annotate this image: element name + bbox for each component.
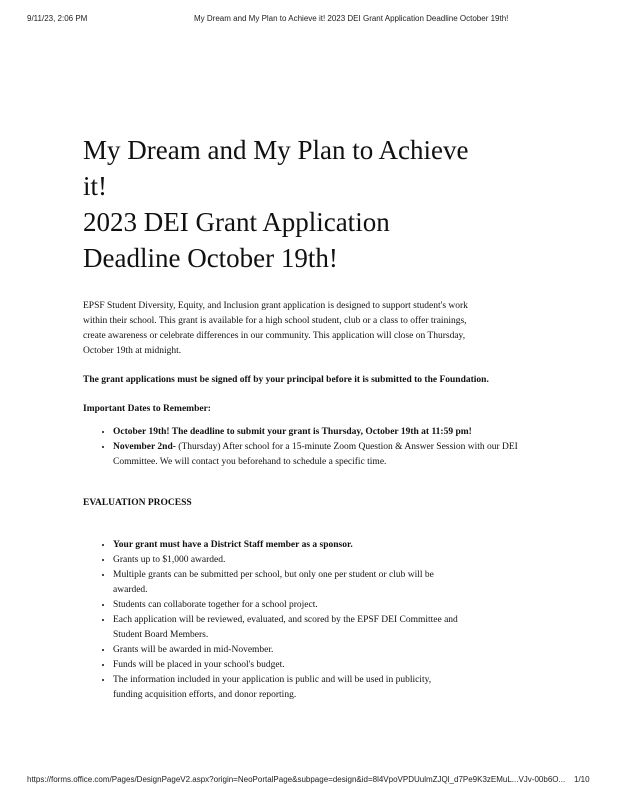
important-dates-heading: Important Dates to Remember:: [83, 404, 211, 414]
print-datetime: 9/11/23, 2:06 PM: [27, 14, 88, 23]
page-number: 1/10: [574, 775, 590, 784]
list-item-text: Each application will be reviewed, evaluated, and scored by the EPSF DEI Committee and Student Board Members.: [113, 615, 458, 640]
list-item: [113, 673, 463, 703]
title-line-2: 2023 DEI Grant Application Deadline October 19th!: [83, 207, 390, 273]
list-item-text: Grants up to $1,000 awarded.: [113, 555, 226, 565]
list-item: [113, 538, 463, 553]
list-item: [113, 613, 463, 643]
page-title: [83, 132, 483, 276]
list-item-text: Students can collaborate together for a school project.: [113, 600, 318, 610]
list-item-bold: October 19th! The deadline to submit your grant is Thursday, October 19th at 11:59 pm!: [113, 427, 472, 437]
list-item: [113, 658, 463, 673]
title-line-1: My Dream and My Plan to Achieve it!: [83, 135, 469, 201]
evaluation-heading: EVALUATION PROCESS: [83, 498, 192, 508]
list-item-bold: Your grant must have a District Staff member as a sponsor.: [113, 540, 353, 550]
list-item: [113, 553, 463, 568]
list-item: [113, 440, 518, 470]
list-item: [113, 643, 463, 658]
list-item-text: The information included in your application is public and will be used in publicity, funding acquisition efforts, and donor reporting.: [113, 675, 432, 700]
important-dates-list: [83, 425, 518, 470]
form-content: [83, 132, 523, 703]
list-item-text: Multiple grants can be submitted per school, but only one per student or club will be awarded.: [113, 570, 434, 595]
list-item-text: (Thursday) After school for a 15-minute Zoom Question & Answer Session with our DEI Committee. We will contact you beforehand to schedule a specific time.: [113, 442, 518, 467]
print-doc-title: My Dream and My Plan to Achieve it! 2023 DEI Grant Application Deadline October 19th!: [194, 14, 509, 23]
signed-off-notice: The grant applications must be signed off by your principal before it is submitted to the Foundation.: [83, 375, 489, 385]
print-url: https://forms.office.com/Pages/DesignPageV2.aspx?origin=NeoPortalPage&subpage=design&id=8l4VpoVPDUulmZJQl_d7Pe9K3zEMuL...VJv-00b6O...: [27, 775, 566, 784]
evaluation-list: [83, 538, 463, 703]
list-item: [113, 425, 518, 440]
list-item-bold: November 2nd-: [113, 442, 176, 452]
list-item: [113, 568, 463, 598]
list-item-text: Grants will be awarded in mid-November.: [113, 645, 274, 655]
intro-paragraph: EPSF Student Diversity, Equity, and Inclusion grant application is designed to support student's work within their school. This grant is available for a high school student, club or a class to offer trainings, create awareness or celebrate differences in our community. This application will close on Thursday, October 19th at midnight.: [83, 301, 468, 356]
list-item: [113, 598, 463, 613]
list-item-text: Funds will be placed in your school's budget.: [113, 660, 285, 670]
